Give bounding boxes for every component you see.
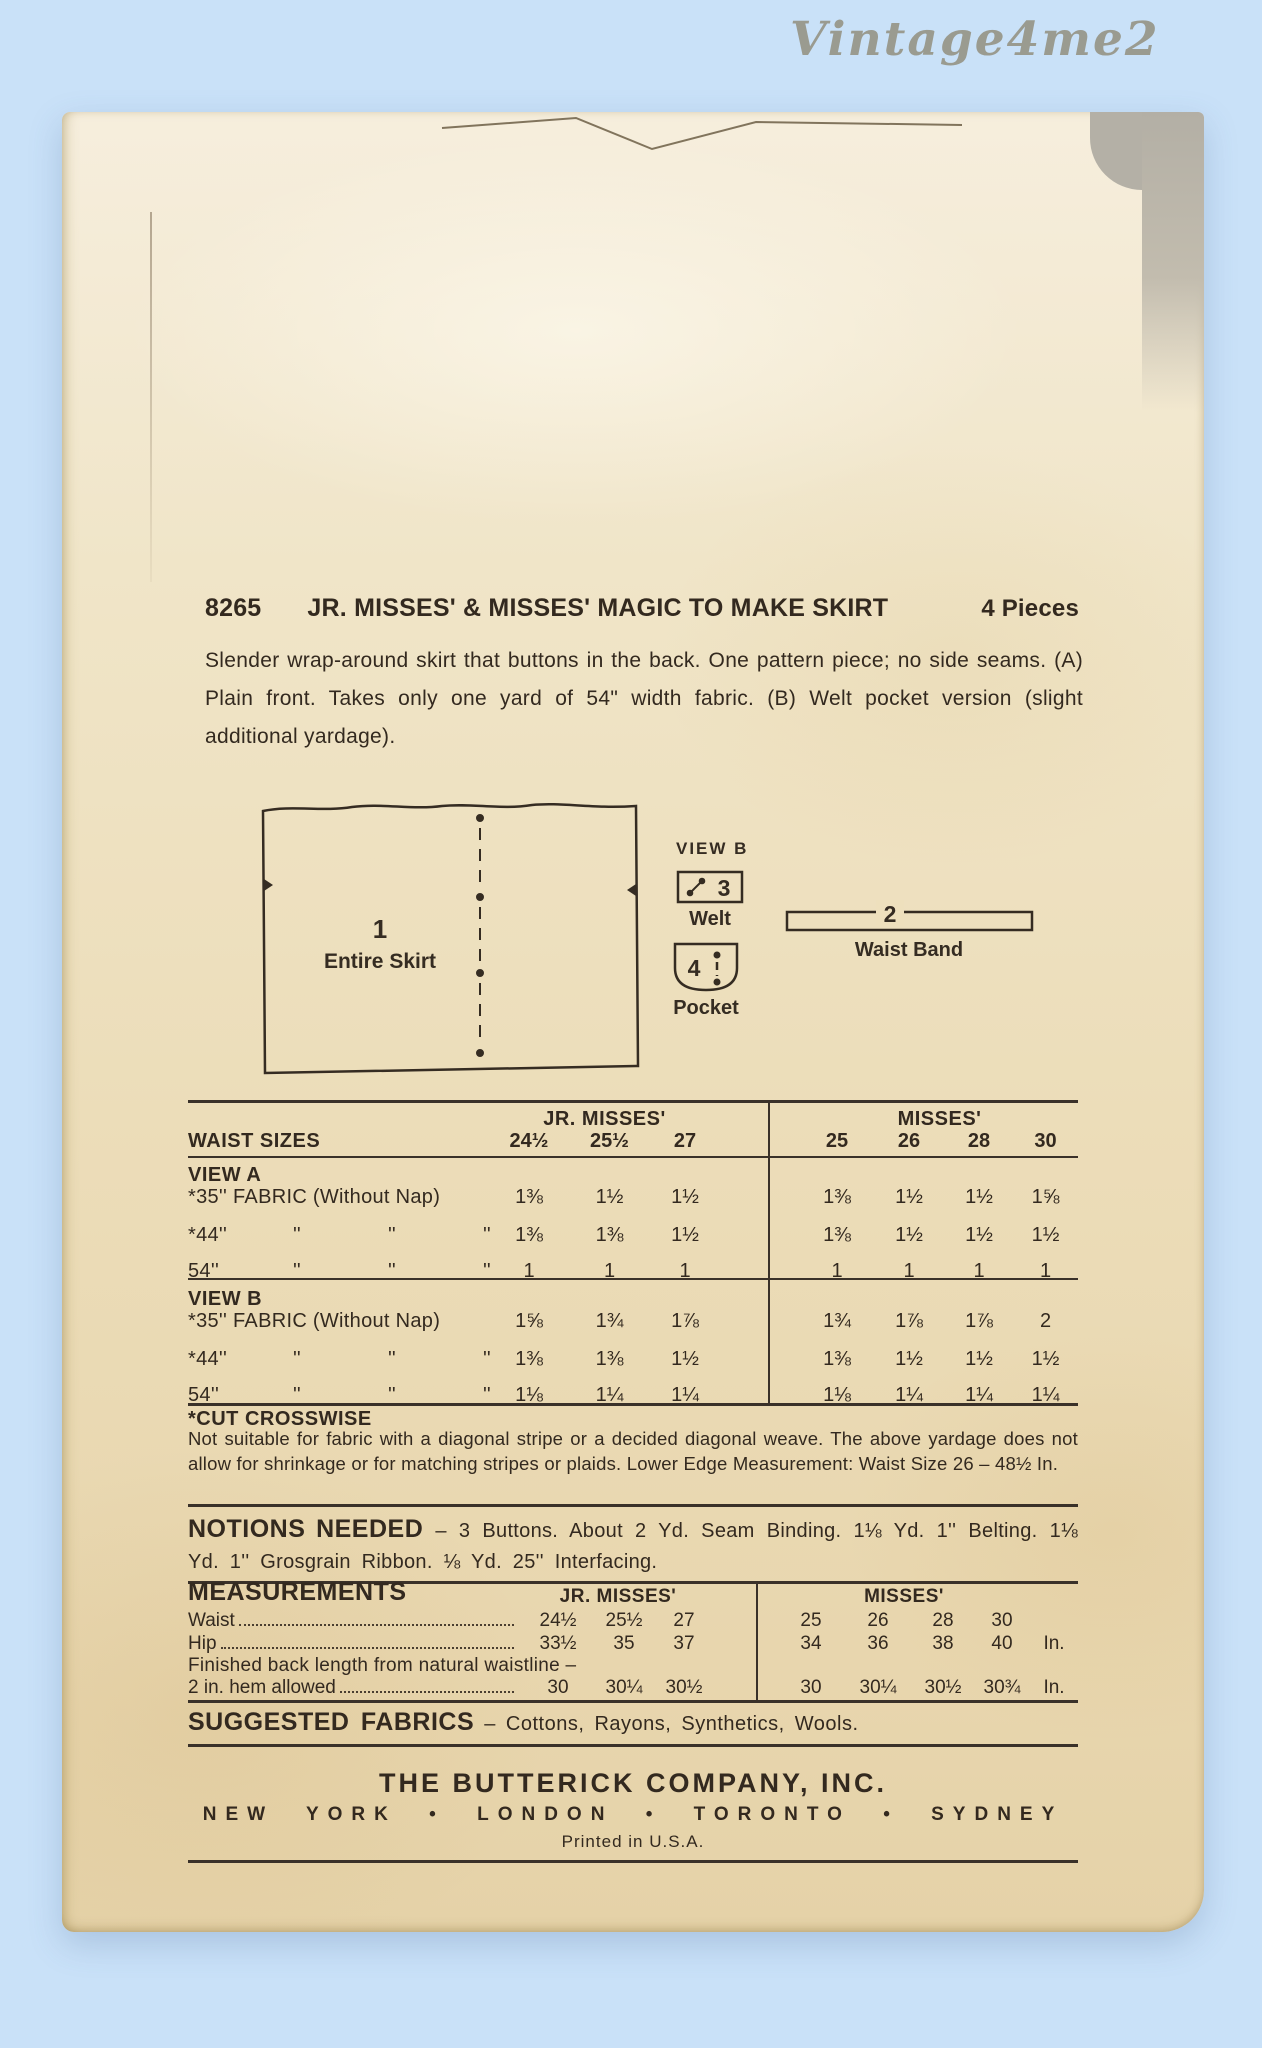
yardage-value: 1⅜ <box>515 1348 543 1370</box>
welt-marking <box>687 878 705 896</box>
yardage-value: 1½ <box>965 1348 993 1370</box>
yardage-value: 1¼ <box>671 1384 699 1406</box>
measurement-label: 2 in. hem allowed <box>188 1677 336 1698</box>
size-header: 27 <box>673 1130 697 1152</box>
measurement-value: 30¼ <box>859 1677 897 1698</box>
yardage-value: 1 <box>603 1260 616 1282</box>
measurement-value: 24½ <box>539 1610 577 1631</box>
yardage-value: 1⅜ <box>823 1224 851 1246</box>
measurement-value: 30 <box>991 1610 1013 1631</box>
yardage-value: 1⅝ <box>515 1310 543 1332</box>
fabric-row <box>188 1186 1078 1216</box>
yardage-value: 1½ <box>671 1348 699 1370</box>
measurement-value: 38 <box>932 1633 954 1654</box>
company-cities: NEW YORK • LONDON • TORONTO • SYDNEY <box>202 1804 1064 1825</box>
yardage-value: 1 <box>523 1260 535 1282</box>
yardage-value: 1⅝ <box>1031 1186 1060 1208</box>
rule <box>188 1744 1078 1747</box>
yardage-value: 1⅜ <box>823 1348 851 1370</box>
pieces-count: 4 Pieces <box>981 595 1079 622</box>
pocket-marking <box>714 952 720 985</box>
measurement-value: 30 <box>547 1677 569 1698</box>
yardage-value: 1 <box>831 1260 843 1282</box>
watermark-text: Vintage4me2 <box>790 12 1160 67</box>
yardage-value: 1 <box>679 1260 691 1282</box>
ditto-mark: '' <box>388 1384 396 1406</box>
yardage-value: 1⅜ <box>595 1224 624 1246</box>
ditto-mark: '' <box>483 1260 491 1282</box>
suggested-fabrics-heading: SUGGESTED FABRICS <box>188 1708 475 1736</box>
misses-column-header: MISSES' <box>864 1586 944 1607</box>
size-header: 28 <box>967 1130 991 1152</box>
yardage-value: 1½ <box>1031 1224 1060 1246</box>
pattern-description: Slender wrap-around skirt that buttons in the back. One pattern piece; no side seams. (A) Plain front. Takes only one yard of 54" width fabric. (B) Welt pocket version (slight additional yardage). <box>205 649 1083 748</box>
dot-leader <box>239 1610 514 1626</box>
yardage-value: 1½ <box>671 1186 699 1208</box>
yardage-value: 1⅜ <box>823 1186 851 1208</box>
measurement-label: Waist <box>188 1610 235 1631</box>
fabric-row-label: *44'' <box>188 1224 228 1246</box>
ditto-mark: '' <box>483 1384 491 1406</box>
yardage-value: 1⅛ <box>823 1384 851 1406</box>
notions-heading: NOTIONS NEEDED <box>188 1515 424 1543</box>
yardage-value: 1 <box>1039 1260 1052 1282</box>
measurements-table <box>188 1578 1078 1704</box>
suggested-fabrics-section <box>188 1708 1078 1737</box>
measurement-value: 27 <box>673 1610 695 1631</box>
dot-leader <box>221 1633 514 1649</box>
printed-in-usa: Printed in U.S.A. <box>561 1832 705 1851</box>
measurement-value: 36 <box>867 1633 889 1654</box>
yardage-value: 1½ <box>595 1186 624 1208</box>
yardage-value: 1½ <box>895 1224 923 1246</box>
notions-section <box>188 1514 1078 1578</box>
waist-sizes-label: WAIST SIZES <box>188 1130 321 1152</box>
measurement-value: 37 <box>673 1633 695 1654</box>
ditto-mark: '' <box>293 1224 301 1246</box>
measurement-row <box>188 1677 1078 1707</box>
yardage-value: 1½ <box>895 1348 923 1370</box>
ditto-mark: '' <box>293 1260 301 1282</box>
flap-crease <box>62 112 1204 172</box>
yardage-value: 1½ <box>895 1186 923 1208</box>
unit-label: In. <box>1043 1677 1065 1698</box>
yardage-value: 1 <box>973 1260 985 1282</box>
crease-line <box>150 212 152 582</box>
pocket-piece-outline <box>675 944 737 990</box>
view-b-label: VIEW B <box>676 839 749 858</box>
measurement-value: 26 <box>867 1610 889 1631</box>
measurement-value: 25 <box>800 1610 822 1631</box>
ditto-mark: '' <box>388 1260 396 1282</box>
waistband-piece-label: Waist Band <box>854 939 964 961</box>
yardage-value: 1½ <box>965 1224 993 1246</box>
yardage-value: 1¼ <box>1031 1384 1060 1406</box>
measurement-value: 40 <box>991 1633 1013 1654</box>
yardage-value: 1¼ <box>895 1384 923 1406</box>
skirt-piece-number: 1 <box>372 914 388 944</box>
suggested-fabrics-text: – Cottons, Rayons, Synthetics, Wools. <box>484 1713 859 1735</box>
skirt-piece-label: Entire Skirt <box>323 950 437 973</box>
pattern-number: 8265 <box>205 594 262 622</box>
page-title: JR. MISSES' & MISSES' MAGIC TO MAKE SKIRT <box>307 594 889 622</box>
fabric-row <box>188 1260 1078 1290</box>
rule <box>188 1860 1078 1863</box>
pocket-piece-label: Pocket <box>673 997 739 1019</box>
yardage-value: 1⅞ <box>671 1310 699 1332</box>
jr-misses-column-header: JR. MISSES' <box>543 1108 666 1130</box>
fabric-row <box>188 1310 1078 1340</box>
yardage-value: 1⅛ <box>515 1384 543 1406</box>
measurement-value: 35 <box>613 1633 635 1654</box>
size-header: 26 <box>897 1130 921 1152</box>
cut-crosswise-footnote: *CUT CROSSWISE <box>188 1408 372 1430</box>
button-fold-line <box>477 815 484 1057</box>
yardage-table <box>188 1100 1078 1510</box>
measurement-value: 30½ <box>924 1677 962 1698</box>
yardage-value: 1⅜ <box>595 1348 624 1370</box>
pattern-pieces-diagram <box>192 792 1142 1092</box>
view-a-section-label: VIEW A <box>188 1164 262 1186</box>
notch-right <box>627 884 636 896</box>
ditto-mark: '' <box>483 1224 491 1246</box>
waistband-piece-number: 2 <box>883 901 897 927</box>
measurement-value: 34 <box>800 1633 822 1654</box>
yardage-note: Not suitable for fabric with a diagonal stripe or a decided diagonal weave. The above yardage does not allow for shrinkage or for matching stripes or plaids. Lower Edge Measurement: Waist Size 26 – 48½ In. <box>188 1428 1078 1474</box>
welt-piece-outline <box>678 872 742 902</box>
yardage-value: 1½ <box>965 1186 993 1208</box>
yardage-value: 1¼ <box>965 1384 993 1406</box>
yardage-value: 1⅜ <box>515 1186 543 1208</box>
jr-misses-column-header: JR. MISSES' <box>559 1586 677 1607</box>
measurement-label: Hip <box>188 1633 217 1654</box>
yardage-value: 1¼ <box>595 1384 624 1406</box>
fabric-row-label: 54'' <box>188 1384 220 1406</box>
misses-column-header: MISSES' <box>897 1108 982 1130</box>
ditto-mark: '' <box>388 1224 396 1246</box>
pattern-envelope-back <box>62 112 1204 1932</box>
header-title-row <box>205 594 1079 628</box>
ditto-mark: '' <box>293 1348 301 1370</box>
yardage-value: 2 <box>1039 1310 1052 1332</box>
yardage-value: 1⅞ <box>895 1310 923 1332</box>
ditto-mark: '' <box>388 1348 396 1370</box>
fabric-row-label: 54'' <box>188 1260 220 1282</box>
size-header: 24½ <box>509 1130 549 1152</box>
measurement-value: 25½ <box>605 1610 643 1631</box>
waistband-piece-outline <box>787 912 1032 930</box>
yardage-value: 1⅜ <box>515 1224 543 1246</box>
measurement-value: 30¼ <box>605 1677 643 1698</box>
fabric-row <box>188 1224 1078 1254</box>
ditto-mark: '' <box>293 1384 301 1406</box>
measurement-value: 30¾ <box>983 1677 1021 1698</box>
pocket-piece-number: 4 <box>687 955 701 981</box>
yardage-value: 1¾ <box>595 1310 624 1332</box>
size-header: 30 <box>1034 1130 1057 1152</box>
ditto-mark: '' <box>483 1348 491 1370</box>
dot-leader <box>340 1677 514 1693</box>
fabric-row <box>188 1348 1078 1378</box>
back-length-label: Finished back length from natural waistline – <box>188 1655 577 1676</box>
measurement-value: 30 <box>800 1677 822 1698</box>
flap-notch-line <box>442 118 962 149</box>
measurement-value: 28 <box>932 1610 954 1631</box>
welt-piece-label: Welt <box>689 908 731 930</box>
measurements-heading: MEASUREMENTS <box>188 1578 407 1606</box>
yardage-value: 1⅞ <box>965 1310 993 1332</box>
unit-label: In. <box>1043 1633 1065 1654</box>
yardage-value: 1½ <box>1031 1348 1060 1370</box>
measurement-value: 30½ <box>665 1677 703 1698</box>
yardage-value: 1 <box>903 1260 915 1282</box>
yardage-value: 1½ <box>671 1224 699 1246</box>
fabric-row-label: *35'' FABRIC (Without Nap) <box>188 1186 441 1208</box>
size-header: 25½ <box>590 1130 629 1152</box>
fabric-row-label: *35'' FABRIC (Without Nap) <box>188 1310 441 1332</box>
view-b-section-label: VIEW B <box>188 1288 263 1310</box>
size-header: 25 <box>825 1130 849 1152</box>
notions-text: – 3 Buttons. About 2 Yd. Seam Binding. 1⅛ Yd. 1'' Belting. 1⅛ Yd. 1'' Grosgrain Ribbon. ⅛ Yd. 25'' Interfacing. <box>188 1520 1078 1573</box>
fabric-row-label: *44'' <box>188 1348 228 1370</box>
welt-piece-number: 3 <box>717 875 731 901</box>
skirt-piece-outline <box>263 804 638 1073</box>
company-name: THE BUTTERICK COMPANY, INC. <box>378 1768 887 1798</box>
notch-left <box>264 879 273 891</box>
measurement-value: 33½ <box>539 1633 577 1654</box>
yardage-value: 1¾ <box>823 1310 851 1332</box>
